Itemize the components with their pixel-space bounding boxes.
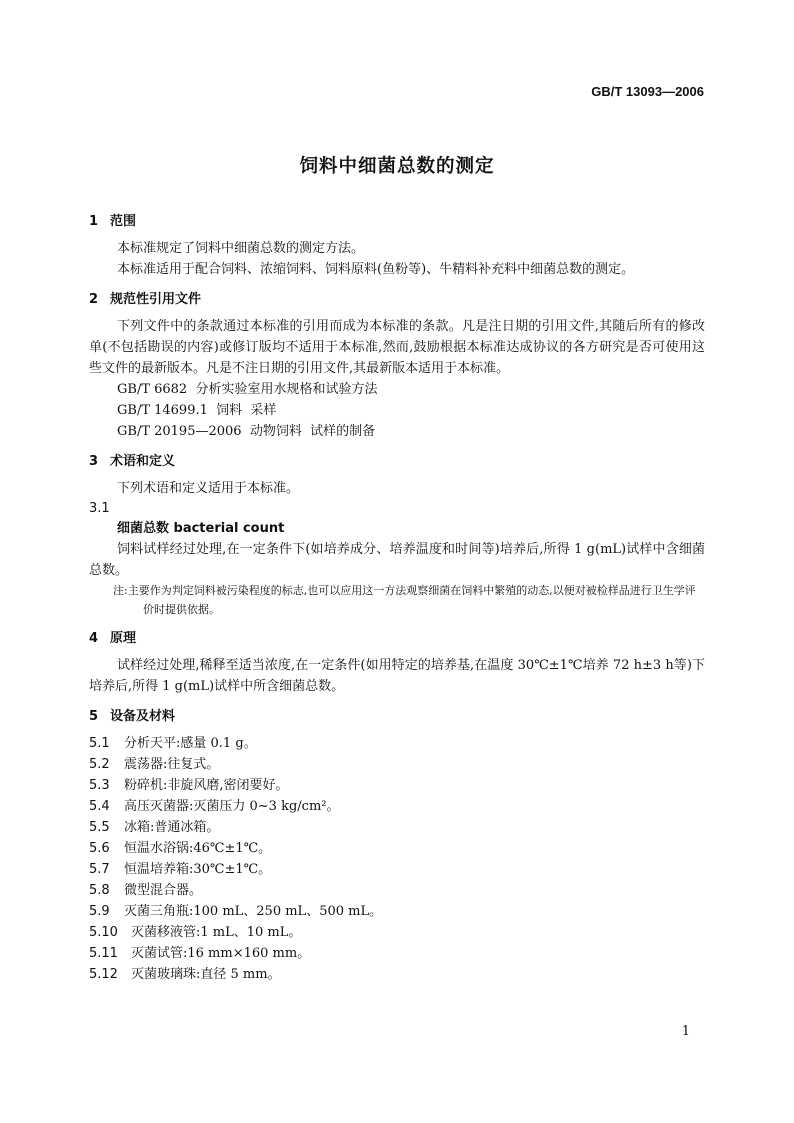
- item-text: 冰箱:普通冰箱。: [124, 820, 220, 835]
- scope-paragraph-1: 本标准规定了饲料中细菌总数的测定方法。: [117, 241, 365, 256]
- item-number: 5.8: [89, 883, 110, 898]
- item-number: 5.4: [89, 799, 110, 814]
- item-number: 5.1: [89, 736, 110, 751]
- equipment-item: [89, 817, 705, 838]
- section-number: 3: [89, 454, 99, 469]
- item-text: 灭菌玻璃珠:直径 5 mm。: [131, 967, 281, 982]
- section-number: 4: [89, 631, 99, 646]
- equipment-item: [89, 943, 705, 964]
- item-text: 灭菌移液管:1 mL、10 mL。: [131, 925, 302, 940]
- document-title: 饲料中细菌总数的测定: [299, 156, 495, 177]
- equipment-item: [89, 838, 705, 859]
- term-definition: 饲料试样经过处理,在一定条件下(如培养成分、培养温度和时间等)培养后,所得 1 g(mL)试样中含细菌总数。: [89, 542, 705, 578]
- item-number: 5.12: [89, 967, 118, 982]
- item-number: 5.2: [89, 757, 110, 772]
- section-4-heading: [89, 629, 705, 649]
- equipment-item: [89, 901, 705, 922]
- section-title: 原理: [110, 631, 137, 646]
- scope-paragraph-2: 本标准适用于配合饲料、浓缩饲料、饲料原料(鱼粉等)、牛精料补充料中细菌总数的测定。: [117, 262, 635, 277]
- term-heading: 细菌总数 bacterial count: [117, 521, 285, 536]
- equipment-item: [89, 922, 705, 943]
- item-text: 恒温培养箱:30℃±1℃。: [124, 862, 272, 877]
- item-text: 灭菌试管:16 mm×160 mm。: [131, 946, 311, 961]
- item-number: 5.11: [89, 946, 118, 961]
- equipment-item: [89, 796, 705, 817]
- section-3-heading: [89, 452, 705, 472]
- terms-paragraph: 下列术语和定义适用于本标准。: [117, 481, 300, 496]
- section-1-heading: [89, 212, 705, 232]
- page-number: 1: [681, 1024, 690, 1039]
- item-text: 震荡器:往复式。: [124, 757, 220, 772]
- term-note: 注:主要作为判定饲料被污染程度的标志,也可以应用这一方法观察细菌在饲料中繁殖的动态,以便对被检样品进行卫生学评价时提供依据。: [113, 584, 696, 616]
- section-5-heading: [89, 707, 705, 727]
- item-number: 5.5: [89, 820, 110, 835]
- reference-item: GB/T 20195—2006 动物饲料 试样的制备: [117, 424, 376, 439]
- section-title: 范围: [110, 214, 137, 229]
- equipment-item: [89, 964, 705, 985]
- equipment-item: [89, 859, 705, 880]
- principle-paragraph: 试样经过处理,稀释至适当浓度,在一定条件(如用特定的培养基,在温度 30℃±1℃培养 72 h±3 h等)下培养后,所得 1 g(mL)试样中所含细菌总数。: [89, 658, 705, 694]
- item-number: 5.6: [89, 841, 110, 856]
- references-paragraph: 下列文件中的条款通过本标准的引用而成为本标准的条款。凡是注日期的引用文件,其随后所有的修改单(不包括勘误的内容)或修订版均不适用于本标准,然而,鼓励根据本标准达成协议的各方研究是否可使用这些文件的最新版本。凡是不注日期的引用文件,其最新版本适用于本标准。: [89, 319, 705, 376]
- item-text: 微型混合器。: [124, 883, 203, 898]
- equipment-item: [89, 754, 705, 775]
- item-text: 分析天平:感量 0.1 g。: [124, 736, 257, 751]
- item-number: 5.9: [89, 904, 110, 919]
- section-title: 术语和定义: [110, 454, 176, 469]
- item-text: 粉碎机:非旋风磨,密闭要好。: [124, 778, 289, 793]
- item-text: 高压灭菌器:灭菌压力 0~3 kg/cm²。: [124, 799, 340, 814]
- item-number: 5.10: [89, 925, 118, 940]
- item-text: 灭菌三角瓶:100 mL、250 mL、500 mL。: [124, 904, 383, 919]
- reference-item: GB/T 6682 分析实验室用水规格和试验方法: [117, 382, 378, 397]
- section-title: 设备及材料: [110, 709, 176, 724]
- item-number: 5.3: [89, 778, 110, 793]
- section-2-heading: [89, 290, 705, 310]
- subsection-number: 3.1: [89, 501, 110, 516]
- section-number: 2: [89, 292, 99, 307]
- document-body: [89, 212, 705, 985]
- equipment-item: [89, 880, 705, 901]
- equipment-item: [89, 733, 705, 754]
- section-title: 规范性引用文件: [110, 292, 202, 307]
- section-number: 1: [89, 214, 99, 229]
- item-text: 恒温水浴锅:46℃±1℃。: [124, 841, 272, 856]
- section-number: 5: [89, 709, 99, 724]
- equipment-item: [89, 775, 705, 796]
- item-number: 5.7: [89, 862, 110, 877]
- standard-code: GB/T 13093—2006: [591, 84, 704, 99]
- reference-item: GB/T 14699.1 饲料 采样: [117, 403, 277, 418]
